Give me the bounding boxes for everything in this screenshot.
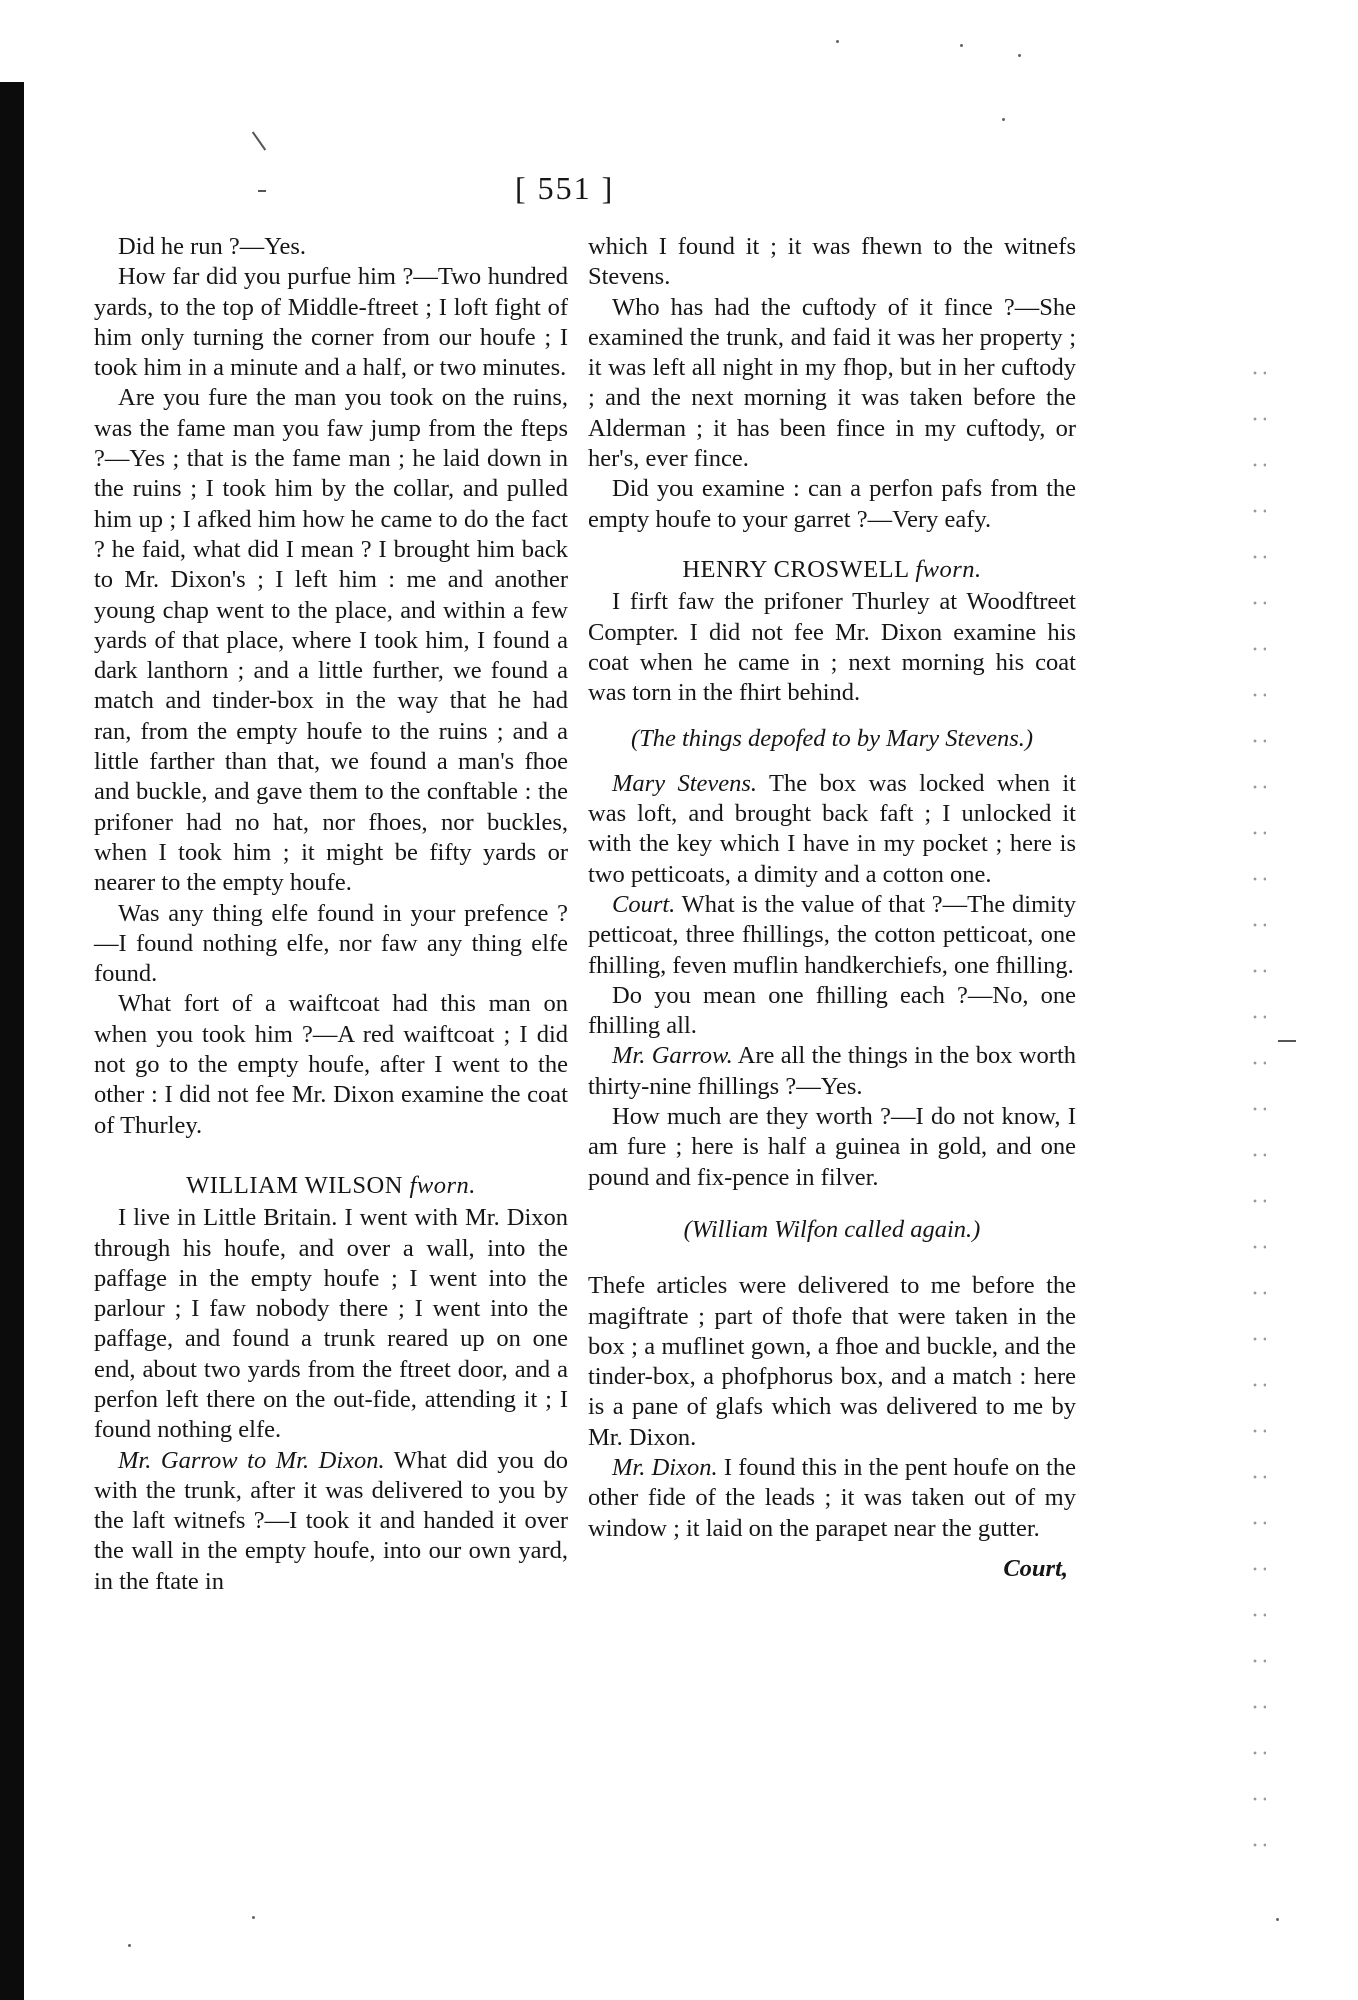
- scan-margin-noise: [1250, 350, 1266, 1850]
- scan-mark: [258, 190, 266, 192]
- left-paragraph: [94, 1446, 568, 1597]
- speaker-label: Mary Stevens.: [612, 769, 758, 797]
- paragraph-text: Are all the things in the box worth thirty-nine fhillings ?—Yes.: [588, 1042, 1076, 1100]
- page-number: [ 551 ]: [515, 170, 615, 206]
- right-paragraph: Who has had the cuftody of it fince ?—She examined the trunk, and faid it was her property ; it was left all night in my fhop, but in her cuftody ; and the next morning it was taken before the Alderman ; it has been fince in my cuftody, or her's, ever fince.: [588, 293, 1076, 473]
- right-paragraph: Did you examine : can a perfon pafs from the empty houfe to your garret ?—Very eafy.: [588, 475, 1076, 533]
- scan-speck: [1276, 1918, 1279, 1921]
- left-paragraph: What fort of a waiftcoat had this man on when you took him ?—A red waiftcoat ; I did not go to the empty houfe, after I went to the other : I did not fee Mr. Dixon examine the coat of Thurley.: [94, 990, 568, 1139]
- left-column: [94, 232, 568, 1597]
- left-paragraph: Did he run ?—Yes.: [118, 233, 307, 260]
- witness-heading: [588, 555, 1076, 585]
- witness-heading: [94, 1171, 568, 1201]
- left-paragraph: Was any thing elfe found in your prefence ?—I found nothing elfe, nor faw any thing elfe found.: [94, 899, 568, 988]
- right-paragraph: [588, 1041, 1076, 1102]
- sworn-label: fworn.: [915, 555, 982, 583]
- witness-name: WILLIAM WILSON: [186, 1171, 403, 1199]
- paragraph-text: What is the value of that ?—The dimity petticoat, three fhillings, the cotton petticoat, one fhilling, feven muflin handkerchiefs, one fhilling.: [588, 890, 1076, 979]
- scan-edge-shadow: [0, 82, 24, 2000]
- speaker-label: Court.: [612, 890, 676, 918]
- italic-note: (The things depofed to by Mary Stevens.): [630, 725, 1034, 753]
- right-column: [588, 232, 1076, 1584]
- left-paragraph: How far did you purfue him ?—Two hundred yards, to the top of Middle-ftreet ; I loft fight of him only turning the corner from our houfe ; I took him in a minute and a half, or two minutes.: [94, 263, 568, 382]
- right-paragraph: How much are they worth ?—I do not know, I am fure ; here is half a guinea in gold, and one pound and fix-pence in filver.: [588, 1103, 1076, 1191]
- witness-name: HENRY CROSWELL: [682, 555, 909, 583]
- paragraph-text: I found this in the pent houfe on the other fide of the leads ; it was taken out of my window ; it laid on the parapet near the gutter.: [588, 1453, 1076, 1542]
- speaker-label: Mr. Garrow to Mr. Dixon.: [118, 1446, 385, 1474]
- right-paragraph: [588, 769, 1076, 890]
- scan-speck: [252, 1916, 255, 1919]
- italic-note: (William Wilfon called again.): [683, 1215, 981, 1243]
- paragraph-text: The box was locked when it was loft, and brought back faft ; I unlocked it with the key which I have in my pocket ; here is two petticoats, a dimity and a cotton one.: [588, 769, 1076, 888]
- right-paragraph: which I found it ; it was fhewn to the witnefs Stevens.: [588, 233, 1076, 291]
- right-paragraph: I firft faw the prifoner Thurley at Woodftreet Compter. I did not fee Mr. Dixon examine his coat when he came in ; next morning his coat was torn in the fhirt behind.: [588, 588, 1076, 707]
- paragraph-text: What did you do with the trunk, after it was delivered to you by the laft witnefs ?—I took it and handed it over the wall in the empty houfe, into our own yard, in the ftate in: [94, 1446, 568, 1595]
- catchword: Court,: [1003, 1554, 1068, 1582]
- scan-speck: [960, 44, 963, 47]
- scan-speck: [1002, 118, 1005, 121]
- right-paragraph: [588, 1453, 1076, 1544]
- scan-mark: [1278, 1040, 1296, 1042]
- left-paragraph: I live in Little Britain. I went with Mr. Dixon through his houfe, and over a wall, into the paffage in the empty houfe ; I went into the parlour ; I faw nobody there ; I went into the paffage, and found a trunk reared up on one end, about two yards from the ftreet door, and a perfon left there on the out-fide, attending it ; I found nothing elfe.: [94, 1204, 568, 1444]
- sworn-label: fworn.: [409, 1171, 476, 1199]
- speaker-label: Mr. Garrow.: [612, 1042, 733, 1070]
- left-paragraph: Are you fure the man you took on the ruins, was the fame man you faw jump from the fteps ?—Yes ; that is the fame man ; he laid down in the ruins ; I took him by the collar, and pulled him up ; I afked him how he came to do the fact ? he faid, what did I mean ? I brought him back to Mr. Dixon's ; I left him : me and another young chap went to the place, and within a few yards of that place, where I took him, I found a dark lanthorn ; and a little further, we found a match and tinder-box in the way that he had ran, from the empty houfe to the ruins ; and a little farther than that, we found a man's fhoe and buckle, and gave them to the conftable : the prifoner had no hat, nor fhoes, nor buckles, when I took him ; it might be fifty yards or nearer to the empty houfe.: [94, 384, 568, 897]
- speaker-label: Mr. Dixon.: [612, 1453, 718, 1481]
- right-paragraph: [588, 890, 1076, 981]
- scan-speck: [836, 40, 839, 43]
- scan-speck: [1018, 54, 1021, 57]
- scan-mark: [252, 131, 266, 150]
- scan-speck: [128, 1944, 131, 1947]
- right-paragraph: Thefe articles were delivered to me before the magiftrate ; part of thofe that were taken in the box ; a muflinet gown, a fhoe and buckle, and the tinder-box, a phofphorus box, and a match : here is a pane of glafs which was delivered to me by Mr. Dixon.: [588, 1272, 1076, 1451]
- right-paragraph: Do you mean one fhilling each ?—No, one fhilling all.: [588, 981, 1076, 1040]
